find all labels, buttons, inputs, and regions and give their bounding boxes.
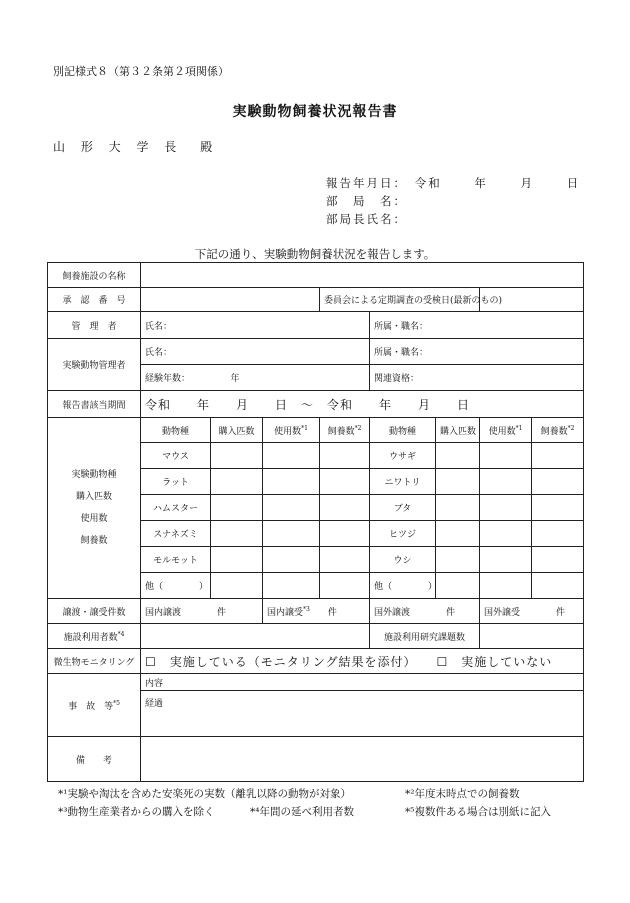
accident-progress-field[interactable]: [141, 691, 584, 737]
purchased-count-field[interactable]: [211, 495, 263, 521]
species-block-label-line: 使用数: [80, 514, 108, 524]
col-header-used: 使用数$^{*1}$: [263, 418, 320, 443]
used-count-field[interactable]: [480, 521, 532, 547]
species-name: ブタ: [370, 495, 436, 521]
purchased-count-field[interactable]: [211, 521, 263, 547]
facility-name-field[interactable]: [141, 263, 584, 288]
used-count-field[interactable]: [480, 547, 532, 573]
species-name: ラット: [141, 469, 211, 495]
manager-affiliation-label: 所属・職名：: [374, 321, 429, 332]
used-count-field[interactable]: [480, 443, 532, 469]
col-header-kept: 飼養数$^{*2}$: [320, 418, 370, 443]
animal-manager-label: 実験動物管理者: [48, 339, 141, 391]
row-manager: [48, 312, 584, 339]
used-count-field[interactable]: [263, 443, 320, 469]
species-name: ハムスター: [141, 495, 211, 521]
species-block-label-line: 飼養数: [80, 536, 108, 546]
row-microbe-monitoring: [48, 649, 584, 674]
manager-name-field[interactable]: [141, 312, 370, 339]
facility-users-field[interactable]: [141, 624, 370, 649]
purchased-count-field[interactable]: [211, 443, 263, 469]
approval-number-field[interactable]: [141, 288, 320, 312]
kept-count-field[interactable]: [532, 521, 584, 547]
facility-users-label: 施設利用者数$^{*4}$: [48, 624, 141, 649]
footnote-1: *¹実験や淘汰を含めた安楽死の実数（離乳以降の動物が対象）: [58, 788, 351, 800]
kept-count-field[interactable]: [532, 469, 584, 495]
used-count-field[interactable]: [263, 469, 320, 495]
intro-text: 下記の通り、実験動物飼養状況を報告します。: [194, 247, 436, 261]
qualification-field[interactable]: [370, 365, 584, 391]
species-name: ヒツジ: [370, 521, 436, 547]
col-header-species: 動物種: [141, 418, 211, 443]
kept-count-field[interactable]: [320, 547, 370, 573]
purchased-count-field[interactable]: [211, 573, 263, 599]
species-name: ウシ: [370, 547, 436, 573]
used-count-field[interactable]: [480, 495, 532, 521]
kept-count-field[interactable]: [532, 547, 584, 573]
accident-label: 事 故 等$^{*5}$: [48, 674, 141, 737]
row-remarks: [48, 737, 584, 782]
microbe-no-checkbox[interactable]: ☐ 実施していない: [436, 654, 553, 669]
col-header-species: 動物種: [370, 418, 436, 443]
addressee: 山 形 大 学 長 殿: [53, 140, 219, 154]
animal-manager-affiliation-label: 所属・職名：: [374, 348, 429, 358]
foreign-transfer-field[interactable]: 国外譲渡 件: [370, 599, 480, 624]
purchased-count-field[interactable]: [436, 573, 480, 599]
row-facility-name: [48, 263, 584, 288]
manager-label: 管 理 者: [48, 312, 141, 339]
col-header-purchased: 購入匹数: [211, 418, 263, 443]
kept-count-field[interactable]: [320, 443, 370, 469]
department-field[interactable]: 部 局 名：: [326, 194, 407, 208]
research-projects-label: 施設利用研究課題数: [370, 624, 480, 649]
animal-manager-name-label: 氏名：: [145, 348, 173, 358]
purchased-count-field[interactable]: [436, 495, 480, 521]
col-header-used: 使用数$^{*1}$: [480, 418, 532, 443]
experience-field[interactable]: [141, 365, 370, 391]
purchased-count-field[interactable]: [436, 547, 480, 573]
species-name: マウス: [141, 443, 211, 469]
species-name: ニワトリ: [370, 469, 436, 495]
species-other-field[interactable]: 他（ ）: [370, 573, 436, 599]
experience-label: 経験年数： 年: [145, 374, 240, 384]
species-name: モルモット: [141, 547, 211, 573]
purchased-count-field[interactable]: [211, 469, 263, 495]
manager-affiliation-field[interactable]: [370, 312, 584, 339]
species-name: ウサギ: [370, 443, 436, 469]
species-header-row: [48, 418, 584, 443]
footnote-3: *³動物生産業者からの購入を除く: [58, 806, 215, 818]
accident-progress-label: 経過: [145, 699, 164, 709]
used-count-field[interactable]: [263, 573, 320, 599]
species-block-label: [48, 418, 141, 599]
inspection-date-label: 委員会による定期調査の受検日(最新のもの): [320, 288, 480, 312]
remarks-label: 備 考: [48, 737, 141, 782]
domestic-transfer-field[interactable]: 国内譲渡 件: [141, 599, 263, 624]
row-approval-number: [48, 288, 584, 312]
kept-count-field[interactable]: [320, 573, 370, 599]
used-count-field[interactable]: [263, 495, 320, 521]
col-header-purchased: 購入匹数: [436, 418, 480, 443]
accident-content-label: 内容: [145, 678, 164, 689]
kept-count-field[interactable]: [320, 521, 370, 547]
used-count-field[interactable]: [480, 573, 532, 599]
used-count-field[interactable]: [263, 521, 320, 547]
species-other-field[interactable]: 他（ ）: [141, 573, 211, 599]
used-count-field[interactable]: [480, 469, 532, 495]
footnote-5: *⁵複数件ある場合は別紙に記入: [405, 806, 551, 818]
species-block-label-line: 購入匹数: [75, 492, 112, 502]
report-period-field[interactable]: 令和 年 月 日 〜 令和 年 月 日: [141, 391, 584, 418]
report-date-field[interactable]: 報告年月日： 令和 年 月 日: [326, 176, 581, 190]
document-title: 実験動物飼養状況報告書: [232, 104, 398, 120]
remarks-field[interactable]: [141, 737, 584, 782]
purchased-count-field[interactable]: [436, 443, 480, 469]
purchased-count-field[interactable]: [436, 521, 480, 547]
kept-count-field[interactable]: [532, 495, 584, 521]
microbe-monitoring-options: [141, 649, 584, 674]
transfer-label: 譲渡・譲受件数: [48, 599, 141, 624]
form-number: 別記様式８（第３２条第２項関係）: [53, 65, 229, 78]
department-head-field[interactable]: 部局長氏名：: [326, 212, 407, 226]
facility-name-label: 飼養施設の名称: [48, 263, 141, 288]
kept-count-field[interactable]: [532, 573, 584, 599]
animal-manager-name-field[interactable]: [141, 339, 370, 365]
row-transfers: [48, 599, 584, 624]
research-projects-field[interactable]: [480, 624, 584, 649]
kept-count-field[interactable]: [320, 469, 370, 495]
col-header-kept: 飼養数$^{*2}$: [532, 418, 584, 443]
manager-name-label: 氏名：: [145, 321, 173, 332]
used-count-field[interactable]: [263, 547, 320, 573]
approval-number-label: 承 認 番 号: [48, 288, 141, 312]
report-period-label: 報告書該当期間: [48, 391, 141, 418]
species-block-label-line: 実験動物種: [71, 470, 117, 480]
kept-count-field[interactable]: [320, 495, 370, 521]
qualification-label: 関連資格：: [374, 374, 420, 384]
microbe-monitoring-label: 微生物モニタリング: [48, 649, 141, 674]
animal-manager-affiliation-field[interactable]: [370, 339, 584, 365]
purchased-count-field[interactable]: [436, 469, 480, 495]
species-name: スナネズミ: [141, 521, 211, 547]
row-report-period: [48, 391, 584, 418]
domestic-receive-field[interactable]: 国内譲受$^{*3}$ 件: [263, 599, 370, 624]
footnote-2: *²年度末時点での飼養数: [405, 788, 520, 800]
row-accident-content: [48, 674, 584, 691]
kept-count-field[interactable]: [532, 443, 584, 469]
accident-content-field[interactable]: [141, 674, 584, 691]
row-facility-users: [48, 624, 584, 649]
foreign-receive-field[interactable]: 国外譲受 件: [480, 599, 584, 624]
purchased-count-field[interactable]: [211, 547, 263, 573]
row-animal-manager-name: [48, 339, 584, 365]
microbe-yes-checkbox[interactable]: ☐ 実施している（モニタリング結果を添付）: [145, 654, 411, 669]
report-form-table: [47, 262, 584, 782]
footnote-4: *⁴年間の延べ利用者数: [250, 806, 354, 818]
